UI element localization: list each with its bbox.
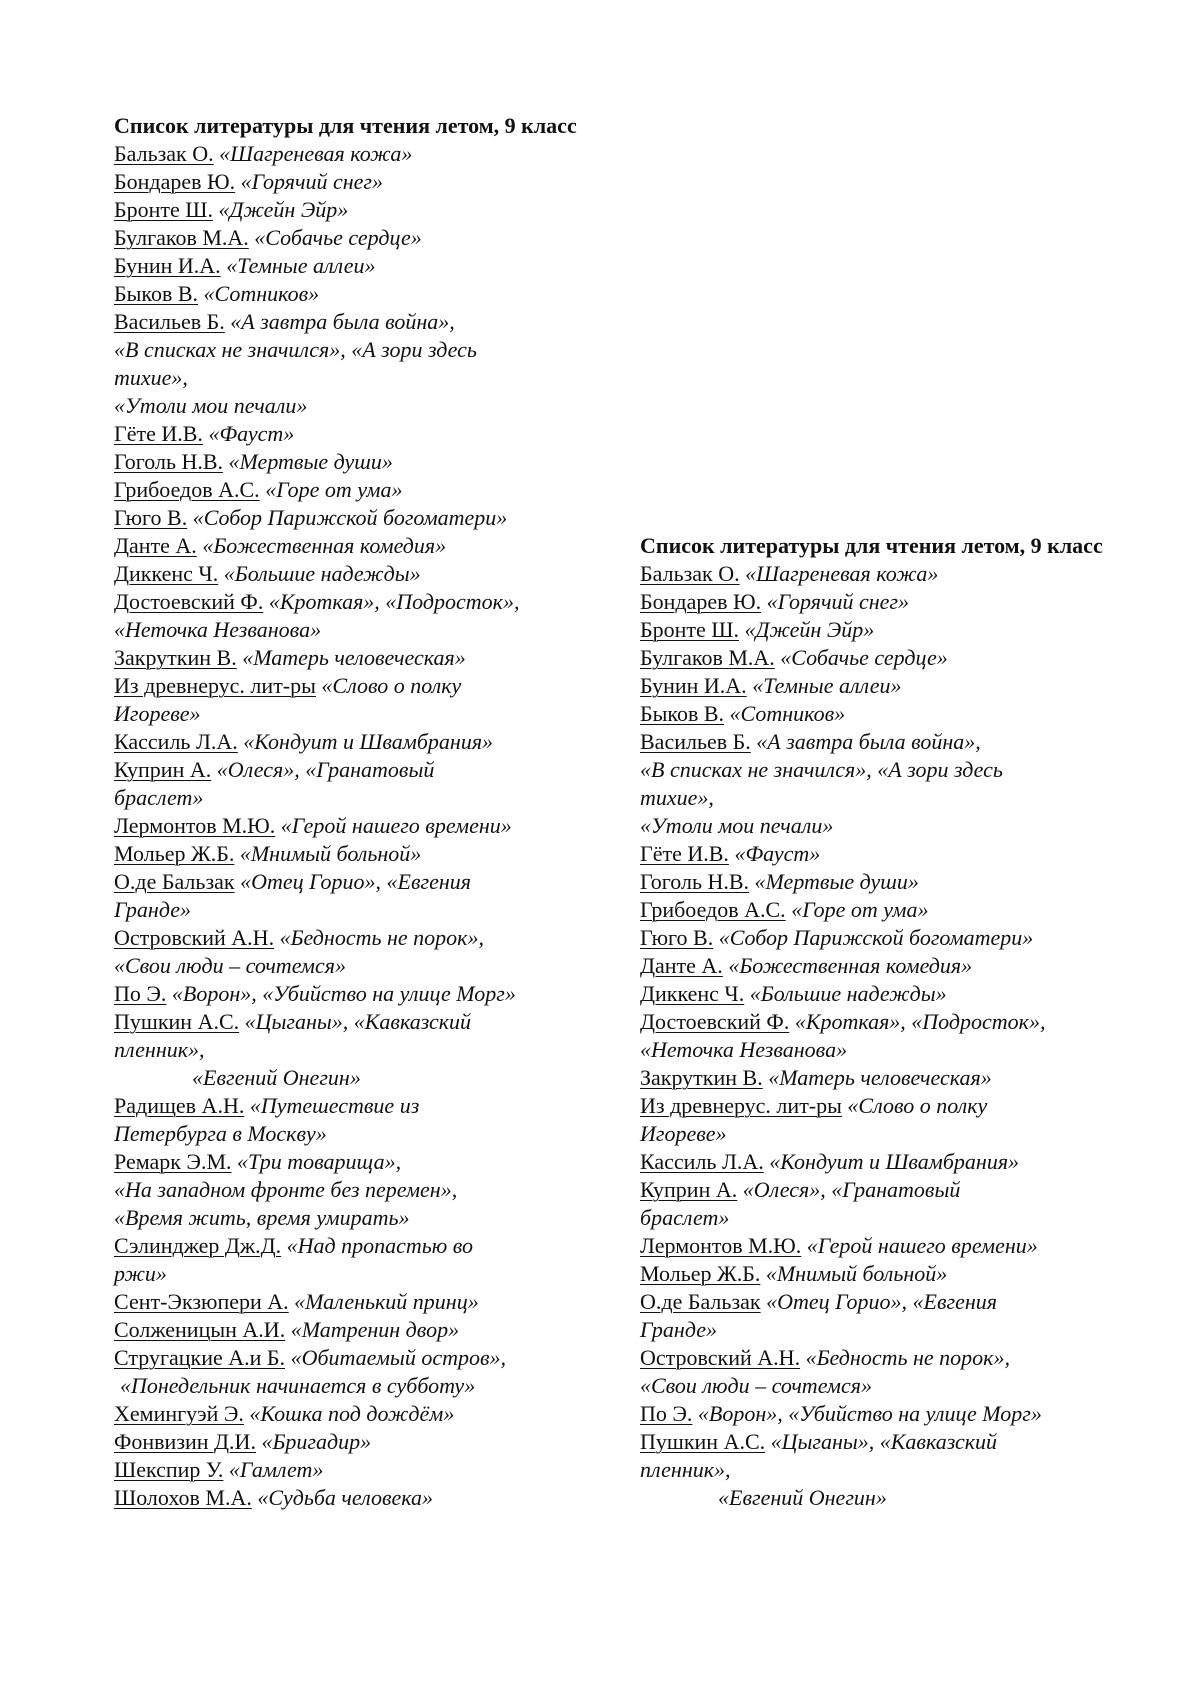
list-item xyxy=(640,616,1110,644)
work-titles: «Обитаемый остров», xyxy=(290,1345,507,1370)
work-titles-continuation: Петербурга в Москву» xyxy=(114,1121,327,1146)
author-name: Пушкин А.С. xyxy=(640,1429,766,1454)
list-item xyxy=(114,420,584,448)
author-name: Гёте И.В. xyxy=(640,841,729,866)
list-item xyxy=(114,980,584,1008)
list-item xyxy=(114,756,584,812)
work-titles: «Темные аллеи» xyxy=(752,673,902,698)
list-item xyxy=(114,812,584,840)
work-titles: «Гамлет» xyxy=(228,1457,324,1482)
work-titles-continuation: браслет» xyxy=(640,1205,730,1230)
author-name: Хемингуэй Э. xyxy=(114,1401,244,1426)
list-item xyxy=(114,1456,584,1484)
author-name: Лермонтов М.Ю. xyxy=(114,813,276,838)
left-column xyxy=(114,112,584,1512)
work-titles-continuation: «Евгений Онегин» xyxy=(718,1485,887,1510)
list-item xyxy=(114,448,584,476)
work-titles: «Кроткая», «Подросток», xyxy=(268,589,520,614)
author-name: Диккенс Ч. xyxy=(114,561,219,586)
work-titles: «Кондуит и Швамбрания» xyxy=(243,729,494,754)
author-name: Бунин И.А. xyxy=(114,253,221,278)
author-name: Кассиль Л.А. xyxy=(640,1149,764,1174)
list-item xyxy=(114,1344,584,1400)
work-titles: «Горе от ума» xyxy=(791,897,929,922)
list-item xyxy=(640,672,1110,700)
work-titles: «Бедность не порок», xyxy=(279,925,484,950)
work-titles: «Кондуит и Швамбрания» xyxy=(769,1149,1020,1174)
author-name: Булгаков М.А. xyxy=(114,225,249,250)
work-titles: «Слово о полку xyxy=(847,1093,988,1118)
work-titles: «Судьба человека» xyxy=(257,1485,434,1510)
author-name: Радищев А.Н. xyxy=(114,1093,245,1118)
author-name: Васильев Б. xyxy=(114,309,225,334)
author-name: Куприн А. xyxy=(114,757,212,782)
work-titles-continuation: «Время жить, время умирать» xyxy=(114,1205,410,1230)
list-item xyxy=(640,1176,1110,1232)
author-name: Бальзак О. xyxy=(640,561,740,586)
work-titles-continuation: тихие», xyxy=(114,365,188,390)
author-name: Грибоедов А.С. xyxy=(640,897,786,922)
author-name: Быков В. xyxy=(114,281,199,306)
work-titles: «Шагреневая кожа» xyxy=(219,141,413,166)
author-name: Быков В. xyxy=(640,701,725,726)
work-titles: «Мертвые души» xyxy=(228,449,393,474)
book-list xyxy=(640,560,1110,1512)
author-name: Достоевский Ф. xyxy=(114,589,264,614)
author-name: Мольер Ж.Б. xyxy=(114,841,235,866)
author-name: Стругацкие А.и Б. xyxy=(114,1345,286,1370)
author-name: Бунин И.А. xyxy=(640,673,747,698)
list-item xyxy=(640,924,1110,952)
author-name: Островский А.Н. xyxy=(114,925,275,950)
list-item xyxy=(114,728,584,756)
list-item xyxy=(640,644,1110,672)
work-titles: «Герой нашего времени» xyxy=(280,813,512,838)
work-titles: «Ворон», «Убийство на улице Морг» xyxy=(697,1401,1042,1426)
work-titles-continuation: пленник», xyxy=(114,1037,205,1062)
book-list xyxy=(114,140,584,1512)
work-titles: «Собор Парижской богоматери» xyxy=(192,505,508,530)
list-item xyxy=(114,672,584,728)
work-titles: «Кошка под дождём» xyxy=(249,1401,455,1426)
author-name: Фонвизин Д.И. xyxy=(114,1429,256,1454)
author-name: Бронте Ш. xyxy=(114,197,213,222)
list-item xyxy=(114,924,584,980)
list-title: Список литературы для чтения летом, 9 класс xyxy=(114,113,577,138)
author-name: Лермонтов М.Ю. xyxy=(640,1233,802,1258)
list-item xyxy=(640,588,1110,616)
list-item xyxy=(114,1400,584,1428)
work-titles: «Фауст» xyxy=(208,421,295,446)
work-titles-continuation: пленник», xyxy=(640,1457,731,1482)
list-item xyxy=(640,700,1110,728)
list-item xyxy=(114,476,584,504)
list-item xyxy=(640,840,1110,868)
work-titles: «Мнимый больной» xyxy=(239,841,422,866)
work-titles-continuation: «Утоли мои печали» xyxy=(114,393,308,418)
work-titles: «Маленький принц» xyxy=(294,1289,479,1314)
work-titles: «Собор Парижской богоматери» xyxy=(718,925,1034,950)
list-item xyxy=(640,1148,1110,1176)
list-item xyxy=(114,1092,584,1148)
list-item xyxy=(114,1484,584,1512)
list-item xyxy=(640,1400,1110,1428)
work-titles: «Шагреневая кожа» xyxy=(745,561,939,586)
work-titles: «Горячий снег» xyxy=(766,589,909,614)
work-titles-continuation: Гранде» xyxy=(114,897,191,922)
author-name: Куприн А. xyxy=(640,1177,738,1202)
work-titles-continuation: «На западном фронте без перемен», xyxy=(114,1177,458,1202)
list-item xyxy=(114,280,584,308)
author-name: Грибоедов А.С. xyxy=(114,477,260,502)
author-name: Гюго В. xyxy=(640,925,714,950)
work-titles-continuation: «Свои люди – сочтемся» xyxy=(640,1373,872,1398)
list-item xyxy=(114,840,584,868)
work-titles: «Над пропастью во xyxy=(286,1233,474,1258)
list-item xyxy=(114,1428,584,1456)
work-titles: «Большие надежды» xyxy=(749,981,947,1006)
work-titles-continuation: «Евгений Онегин» xyxy=(192,1065,361,1090)
work-titles: «Матренин двор» xyxy=(290,1317,460,1342)
author-name: Закруткин В. xyxy=(640,1065,763,1090)
work-titles: «Горе от ума» xyxy=(265,477,403,502)
list-item xyxy=(114,140,584,168)
work-titles: «Большие надежды» xyxy=(223,561,421,586)
work-titles-continuation: «Понедельник начинается в субботу» xyxy=(120,1373,476,1398)
author-name: Данте А. xyxy=(114,533,197,558)
list-item xyxy=(114,868,584,924)
author-name: Гоголь Н.В. xyxy=(114,449,224,474)
list-item xyxy=(114,224,584,252)
list-item xyxy=(640,1288,1110,1344)
work-titles-continuation: «В списках не значился», «А зори здесь xyxy=(114,337,477,362)
author-name: Булгаков М.А. xyxy=(640,645,775,670)
list-item xyxy=(114,1232,584,1288)
work-titles: «Собачье сердце» xyxy=(780,645,948,670)
author-name: Бондарев Ю. xyxy=(114,169,236,194)
list-item xyxy=(114,504,584,532)
work-titles: «Мнимый больной» xyxy=(765,1261,948,1286)
work-titles: «Бедность не порок», xyxy=(805,1345,1010,1370)
work-titles: «Отец Горио», «Евгения xyxy=(240,869,471,894)
work-titles: «А завтра была война», xyxy=(230,309,455,334)
work-titles: «Мертвые души» xyxy=(754,869,919,894)
list-item xyxy=(640,1232,1110,1260)
list-item xyxy=(640,980,1110,1008)
work-titles: «Джейн Эйр» xyxy=(744,617,875,642)
work-titles: «Горячий снег» xyxy=(240,169,383,194)
author-name: Закруткин В. xyxy=(114,645,237,670)
work-titles: «Сотников» xyxy=(729,701,846,726)
work-titles: «Божественная комедия» xyxy=(728,953,973,978)
work-titles: «Божественная комедия» xyxy=(202,533,447,558)
author-name: Шекспир У. xyxy=(114,1457,224,1482)
author-name: О.де Бальзак xyxy=(114,869,235,894)
work-titles: «Бригадир» xyxy=(261,1429,372,1454)
work-titles-continuation: Игореве» xyxy=(114,701,201,726)
work-titles-continuation: «Неточка Незванова» xyxy=(114,617,322,642)
work-titles: «Сотников» xyxy=(203,281,320,306)
work-titles: «Собачье сердце» xyxy=(254,225,422,250)
list-item xyxy=(114,644,584,672)
author-name: Бронте Ш. xyxy=(640,617,739,642)
list-item xyxy=(640,1092,1110,1148)
list-item xyxy=(640,1260,1110,1288)
list-item xyxy=(640,868,1110,896)
author-name: Сент-Экзюпери А. xyxy=(114,1289,289,1314)
author-name: Мольер Ж.Б. xyxy=(640,1261,761,1286)
list-item xyxy=(640,1344,1110,1400)
author-name: Гюго В. xyxy=(114,505,188,530)
author-name: Из древнерус. лит-ры xyxy=(640,1093,842,1118)
work-titles: «Цыганы», «Кавказский xyxy=(770,1429,998,1454)
author-name: Кассиль Л.А. xyxy=(114,729,238,754)
work-titles: «Герой нашего времени» xyxy=(806,1233,1038,1258)
list-item xyxy=(114,588,584,644)
work-titles: «Путешествие из xyxy=(249,1093,420,1118)
work-titles: «Кроткая», «Подросток», xyxy=(794,1009,1046,1034)
list-item xyxy=(640,560,1110,588)
author-name: Солженицын А.И. xyxy=(114,1317,286,1342)
right-column xyxy=(640,532,1110,1512)
work-titles: «Цыганы», «Кавказский xyxy=(244,1009,472,1034)
list-item xyxy=(640,1428,1110,1512)
work-titles: «Слово о полку xyxy=(321,673,462,698)
work-titles: «Темные аллеи» xyxy=(226,253,376,278)
author-name: По Э. xyxy=(640,1401,693,1426)
author-name: Сэлинджер Дж.Д. xyxy=(114,1233,282,1258)
author-name: Гёте И.В. xyxy=(114,421,203,446)
work-titles: «А завтра была война», xyxy=(756,729,981,754)
list-item xyxy=(114,252,584,280)
list-item xyxy=(114,1288,584,1316)
work-titles: «Олеся», «Гранатовый xyxy=(742,1177,961,1202)
author-name: По Э. xyxy=(114,981,167,1006)
list-item xyxy=(114,532,584,560)
list-item xyxy=(114,308,584,420)
work-titles: «Олеся», «Гранатовый xyxy=(216,757,435,782)
author-name: Из древнерус. лит-ры xyxy=(114,673,316,698)
work-titles-continuation: «Свои люди – сочтемся» xyxy=(114,953,346,978)
work-titles: «Отец Горио», «Евгения xyxy=(766,1289,997,1314)
work-titles-continuation: «Неточка Незванова» xyxy=(640,1037,848,1062)
list-item xyxy=(114,168,584,196)
work-titles: «Три товарища», xyxy=(237,1149,402,1174)
work-titles: «Матерь человеческая» xyxy=(768,1065,992,1090)
work-titles-continuation: «В списках не значился», «А зори здесь xyxy=(640,757,1003,782)
list-item xyxy=(640,896,1110,924)
author-name: Бондарев Ю. xyxy=(640,589,762,614)
author-name: Данте А. xyxy=(640,953,723,978)
list-item xyxy=(640,1064,1110,1092)
list-item xyxy=(114,196,584,224)
work-titles-continuation: «Утоли мои печали» xyxy=(640,813,834,838)
author-name: Гоголь Н.В. xyxy=(640,869,750,894)
work-titles: «Матерь человеческая» xyxy=(242,645,466,670)
author-name: Островский А.Н. xyxy=(640,1345,801,1370)
list-item xyxy=(640,1008,1110,1064)
work-titles: «Ворон», «Убийство на улице Морг» xyxy=(171,981,516,1006)
list-item xyxy=(114,1316,584,1344)
work-titles: «Фауст» xyxy=(734,841,821,866)
author-name: Ремарк Э.М. xyxy=(114,1149,232,1174)
author-name: Достоевский Ф. xyxy=(640,1009,790,1034)
author-name: Пушкин А.С. xyxy=(114,1009,240,1034)
work-titles-continuation: браслет» xyxy=(114,785,204,810)
list-item xyxy=(640,952,1110,980)
author-name: О.де Бальзак xyxy=(640,1289,761,1314)
author-name: Шолохов М.А. xyxy=(114,1485,252,1510)
author-name: Диккенс Ч. xyxy=(640,981,745,1006)
author-name: Бальзак О. xyxy=(114,141,214,166)
work-titles-continuation: Гранде» xyxy=(640,1317,717,1342)
work-titles-continuation: Игореве» xyxy=(640,1121,727,1146)
list-title: Список литературы для чтения летом, 9 класс xyxy=(640,533,1103,558)
list-item xyxy=(640,728,1110,840)
work-titles-continuation: ржи» xyxy=(114,1261,167,1286)
list-item xyxy=(114,560,584,588)
author-name: Васильев Б. xyxy=(640,729,751,754)
list-item xyxy=(114,1148,584,1232)
work-titles-continuation: тихие», xyxy=(640,785,714,810)
list-item xyxy=(114,1008,584,1092)
work-titles: «Джейн Эйр» xyxy=(218,197,349,222)
